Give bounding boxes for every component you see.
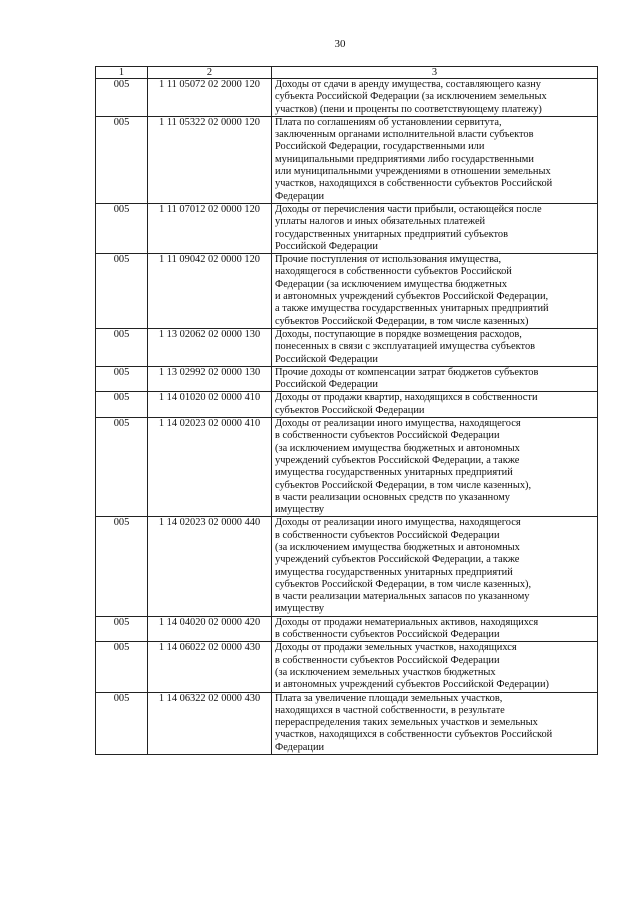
income-code-cell: 1 14 06022 02 0000 430 [148, 642, 272, 692]
description-line: субъектов Российской Федерации [275, 404, 425, 416]
income-description-cell [272, 392, 598, 418]
income-code-cell: 1 14 01020 02 0000 410 [148, 392, 272, 418]
income-description-cell [272, 328, 598, 366]
description-line: Плата по соглашениям об установлении сервитута, [275, 116, 502, 128]
description-line: и автономных учреждений субъектов Российской Федерации) [275, 679, 549, 691]
table-row [96, 203, 598, 253]
admin-code-cell: 005 [96, 392, 148, 418]
income-description-cell [272, 616, 598, 642]
table-row [96, 79, 598, 117]
description-line: имущества государственных унитарных предприятий [275, 566, 513, 578]
description-line: (за исключением имущества бюджетных и автономных [275, 541, 520, 553]
income-code-cell: 1 11 05072 02 2000 120 [148, 79, 272, 117]
description-line: Доходы от продажи нематериальных активов, находящихся [275, 616, 539, 628]
description-line: а также имущества государственных унитарных предприятий [275, 303, 549, 315]
description-line: Российской Федерации, государственными или [275, 141, 485, 153]
income-description-cell [272, 692, 598, 754]
income-code-cell: 1 14 06322 02 0000 430 [148, 692, 272, 754]
description-line: Прочие доходы от компенсации затрат бюджетов субъектов [275, 366, 539, 378]
admin-code-cell: 005 [96, 616, 148, 642]
table-row [96, 418, 598, 517]
income-code-cell: 1 11 05322 02 0000 120 [148, 116, 272, 203]
description-line: Доходы от перечисления части прибыли, остающейся после [275, 203, 542, 215]
description-line: Российской Федерации [275, 379, 378, 391]
income-description-cell [272, 366, 598, 392]
table-header-row [96, 67, 598, 79]
description-line: субъекта Российской Федерации (за исключением земельных [275, 91, 547, 103]
page-number: 30 [334, 38, 346, 50]
description-line: или муниципальными учреждениями в отношении земельных [275, 166, 551, 178]
income-description-cell [272, 418, 598, 517]
description-line: Доходы от реализации иного имущества, находящегося [275, 517, 521, 529]
description-line: имущества государственных унитарных предприятий [275, 467, 513, 479]
description-line: понесенных в связи с эксплуатацией имущества субъектов [275, 341, 536, 353]
description-line: находящихся в частной собственности, в результате [275, 704, 505, 716]
admin-code-cell: 005 [96, 692, 148, 754]
admin-code-cell: 005 [96, 328, 148, 366]
description-line: в части реализации материальных запасов по указанному [275, 591, 530, 603]
table-row [96, 254, 598, 329]
table-row [96, 616, 598, 642]
description-line: участков) (пени и проценты по соответствующему платежу) [275, 103, 542, 115]
description-line: Федерации [275, 741, 325, 753]
description-line: в собственности субъектов Российской Федерации [275, 430, 500, 442]
income-description-cell [272, 642, 598, 692]
income-code-cell: 1 13 02062 02 0000 130 [148, 328, 272, 366]
table-row [96, 517, 598, 616]
description-line: субъектов Российской Федерации, в том числе казенных), [275, 578, 532, 590]
admin-code-cell: 005 [96, 79, 148, 117]
admin-code-cell: 005 [96, 203, 148, 253]
income-code-cell: 1 11 07012 02 0000 120 [148, 203, 272, 253]
description-line: Федерации (за исключением имущества бюджетных [275, 278, 508, 290]
income-code-cell: 1 14 02023 02 0000 410 [148, 418, 272, 517]
description-line: Доходы, поступающие в порядке возмещения расходов, [275, 328, 522, 340]
table-row [96, 328, 598, 366]
description-line: участков, находящихся в собственности субъектов Российской [275, 729, 553, 741]
admin-code-cell: 005 [96, 517, 148, 616]
description-line: Прочие поступления от использования имущества, [275, 254, 502, 266]
column-header-1: 1 [96, 67, 148, 79]
description-line: имуществу [275, 603, 325, 615]
table-row [96, 116, 598, 203]
description-line: находящегося в собственности субъектов Российской [275, 266, 512, 278]
description-line: Российской Федерации [275, 240, 378, 252]
description-line: Российской Федерации [275, 353, 378, 365]
description-line: в собственности субъектов Российской Федерации [275, 629, 500, 641]
income-code-cell: 1 14 02023 02 0000 440 [148, 517, 272, 616]
table-row [96, 692, 598, 754]
description-line: муниципальными предприятиями либо государственными [275, 153, 534, 165]
income-code-cell: 1 11 09042 02 0000 120 [148, 254, 272, 329]
description-line: Доходы от продажи земельных участков, находящихся [275, 642, 517, 654]
admin-code-cell: 005 [96, 366, 148, 392]
income-description-cell [272, 79, 598, 117]
table-row [96, 642, 598, 692]
description-line: Доходы от реализации иного имущества, находящегося [275, 418, 521, 430]
description-line: Плата за увеличение площади земельных участков, [275, 692, 503, 704]
description-line: субъектов Российской Федерации, в том числе казенных) [275, 315, 529, 327]
description-line: уплаты налогов и иных обязательных платежей [275, 216, 486, 228]
income-codes-table [95, 66, 598, 755]
description-line: Федерации [275, 190, 325, 202]
description-line: и автономных учреждений субъектов Российской Федерации, [275, 291, 549, 303]
description-line: субъектов Российской Федерации, в том числе казенных), [275, 479, 532, 491]
income-description-cell [272, 203, 598, 253]
admin-code-cell: 005 [96, 418, 148, 517]
description-line: участков, находящихся в собственности субъектов Российской [275, 178, 553, 190]
description-line: учреждений субъектов Российской Федерации, а также [275, 454, 520, 466]
admin-code-cell: 005 [96, 116, 148, 203]
income-description-cell [272, 116, 598, 203]
description-line: перераспределения таких земельных участков и земельных [275, 717, 538, 729]
income-code-cell: 1 14 04020 02 0000 420 [148, 616, 272, 642]
description-line: заключенным органами исполнительной власти субъектов [275, 129, 534, 141]
table-row [96, 366, 598, 392]
description-line: в части реализации основных средств по указанному [275, 491, 510, 503]
table-body [96, 67, 598, 755]
column-header-2: 2 [148, 67, 272, 79]
income-code-cell: 1 13 02992 02 0000 130 [148, 366, 272, 392]
description-line: (за исключением имущества бюджетных и автономных [275, 442, 520, 454]
description-line: Доходы от сдачи в аренду имущества, составляющего казну [275, 79, 541, 90]
income-description-cell [272, 254, 598, 329]
admin-code-cell: 005 [96, 254, 148, 329]
table-row [96, 392, 598, 418]
description-line: Доходы от продажи квартир, находящихся в собственности [275, 392, 538, 404]
description-line: государственных унитарных предприятий субъектов [275, 228, 509, 240]
admin-code-cell: 005 [96, 642, 148, 692]
column-header-3: 3 [272, 67, 598, 79]
description-line: имуществу [275, 504, 325, 516]
description-line: в собственности субъектов Российской Федерации [275, 529, 500, 541]
description-line: учреждений субъектов Российской Федерации, а также [275, 554, 520, 566]
description-line: в собственности субъектов Российской Федерации [275, 654, 500, 666]
income-description-cell [272, 517, 598, 616]
description-line: (за исключением земельных участков бюджетных [275, 666, 496, 678]
